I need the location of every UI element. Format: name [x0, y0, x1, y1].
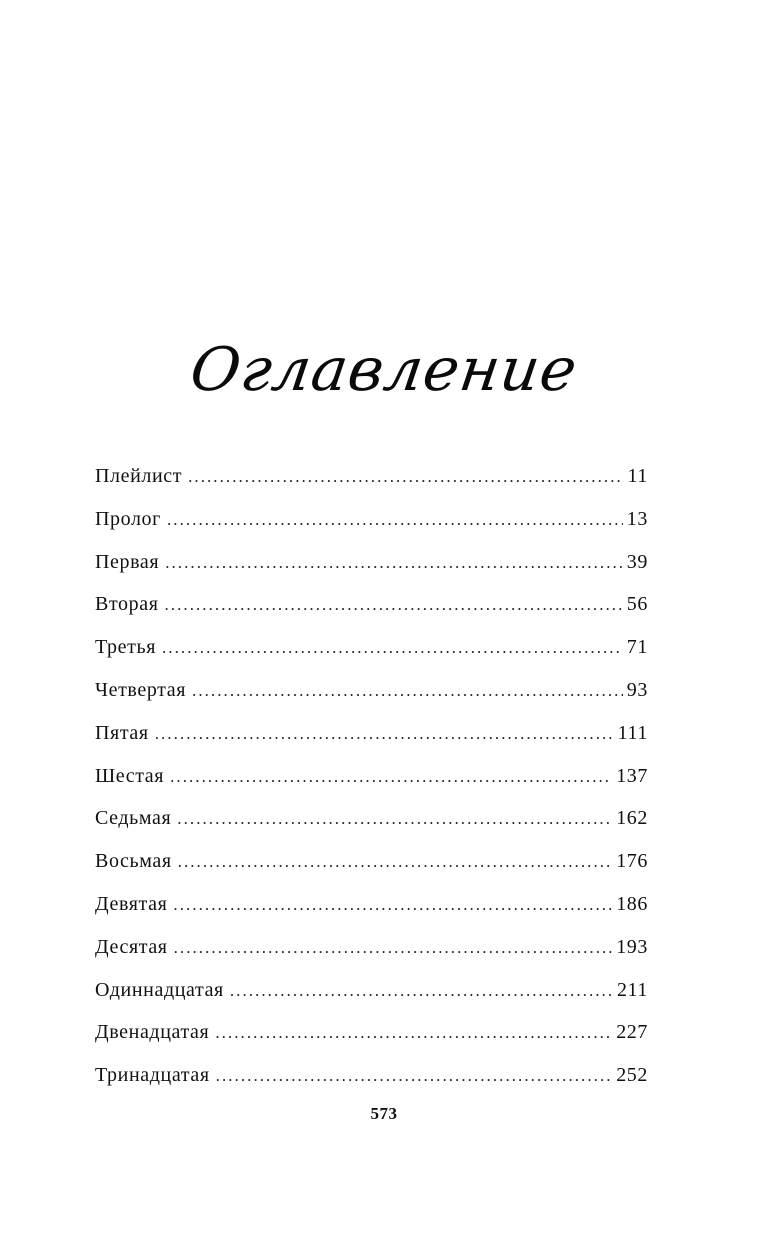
- page-number: 573: [370, 1104, 398, 1123]
- dot-leader: [177, 798, 612, 841]
- toc-entry-label: Вторая: [95, 593, 159, 616]
- dot-leader: [188, 456, 623, 499]
- dot-leader: [178, 841, 613, 884]
- toc-entry-page: 111: [617, 721, 648, 744]
- toc-entry-page: 211: [616, 978, 648, 1001]
- dot-leader: [230, 970, 613, 1013]
- dot-leader: [215, 1012, 612, 1055]
- toc-entry-page: 93: [626, 678, 648, 701]
- toc-entry-page: 71: [626, 636, 648, 659]
- dot-leader: [165, 542, 623, 585]
- toc-entry: [95, 1054, 648, 1097]
- toc-entry-label: Тринадцатая: [95, 1064, 210, 1087]
- toc-entry: [95, 755, 648, 798]
- dot-leader: [174, 927, 613, 970]
- toc-entry-label: Плейлист: [95, 465, 183, 487]
- toc-entry-page: 137: [616, 764, 648, 787]
- toc-entry-page: 186: [616, 892, 648, 915]
- toc-entry: [95, 797, 648, 840]
- dot-leader: [192, 670, 623, 713]
- toc-entry-label: Пятая: [95, 721, 149, 744]
- dot-leader: [155, 713, 614, 756]
- page-title: Оглавление: [186, 335, 582, 405]
- table-of-contents: [95, 455, 648, 1097]
- dot-leader: [165, 584, 623, 627]
- toc-entry-label: Одиннадцатая: [95, 978, 224, 1001]
- toc-entry-page: 176: [616, 850, 648, 873]
- toc-entry-label: Десятая: [95, 935, 168, 958]
- toc-entry-label: Четвертая: [95, 678, 187, 701]
- dot-leader: [173, 884, 612, 927]
- toc-entry-page: 39: [626, 550, 648, 573]
- dot-leader: [170, 756, 612, 799]
- toc-entry: [95, 840, 648, 883]
- toc-entry-page: 252: [616, 1064, 648, 1087]
- toc-entry: [95, 626, 648, 669]
- toc-entry: [95, 1011, 648, 1054]
- toc-entry-label: Пролог: [95, 507, 161, 530]
- toc-entry-label: Шестая: [95, 764, 165, 787]
- toc-entry: [95, 583, 648, 626]
- toc-entry-label: Восьмая: [95, 850, 172, 873]
- toc-entry-page: 56: [626, 593, 648, 616]
- toc-entry: [95, 712, 648, 755]
- toc-entry: [95, 926, 648, 969]
- toc-entry-page: 193: [616, 935, 648, 958]
- toc-entry-label: Девятая: [95, 892, 168, 915]
- toc-entry-page: 11: [627, 465, 648, 487]
- toc-entry: [95, 498, 648, 541]
- dot-leader: [162, 627, 623, 670]
- toc-entry-page: 227: [616, 1021, 648, 1044]
- toc-entry-label: Первая: [95, 550, 160, 573]
- toc-entry-label: Третья: [95, 636, 156, 659]
- toc-entry-page: 13: [626, 507, 648, 530]
- toc-entry-label: Седьмая: [95, 807, 172, 830]
- toc-entry: [95, 669, 648, 712]
- toc-entry: [95, 883, 648, 926]
- toc-entry: [95, 969, 648, 1012]
- toc-entry-label: Двенадцатая: [95, 1021, 210, 1044]
- dot-leader: [216, 1055, 613, 1098]
- dot-leader: [167, 499, 623, 542]
- toc-entry: [95, 455, 648, 498]
- toc-entry-page: 162: [616, 807, 648, 830]
- toc-entry: [95, 541, 648, 584]
